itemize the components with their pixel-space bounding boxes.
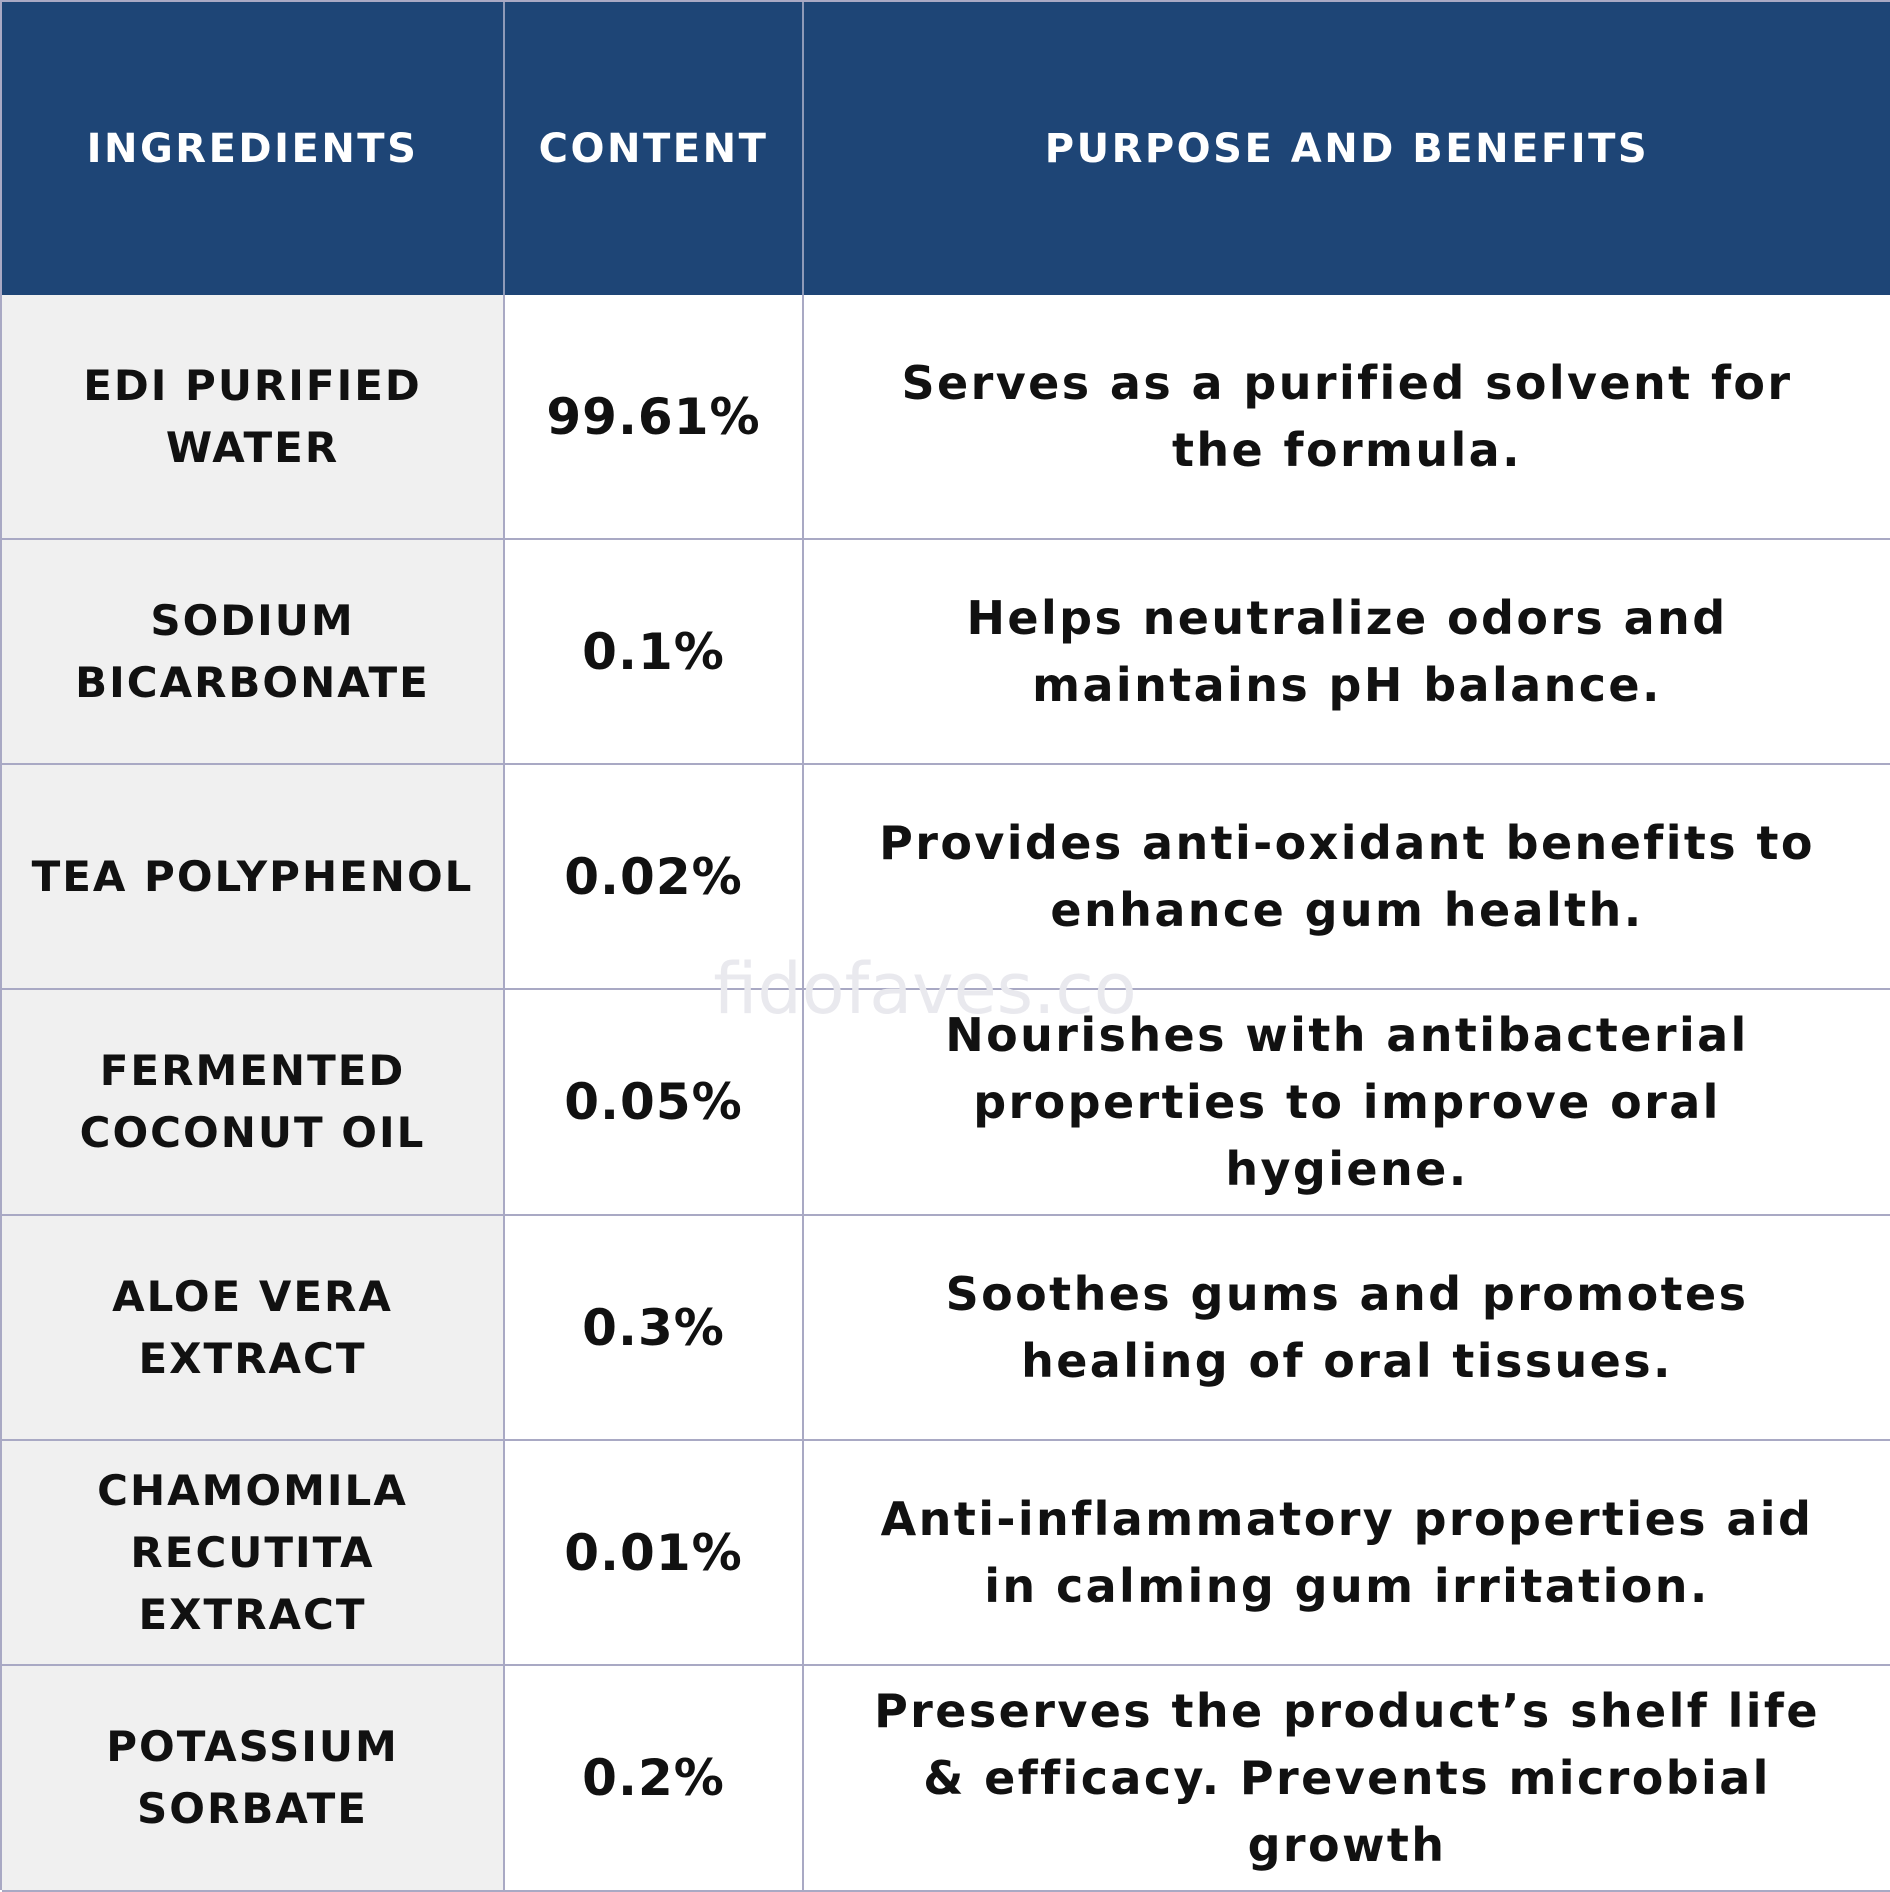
content-cell: 0.02% <box>505 765 804 990</box>
purpose-text: Nourishes with antibacterial properties to improve oral hygiene. <box>945 1007 1749 1196</box>
ingredient-cell: ALOE VERA EXTRACT <box>2 1216 505 1441</box>
purpose-cell <box>804 990 1890 1216</box>
content-cell: 0.1% <box>505 540 804 765</box>
purpose-text: Anti-inflammatory properties aid in calming gum irritation. <box>880 1491 1814 1613</box>
content-cell: 0.2% <box>505 1666 804 1892</box>
ingredient-cell: EDI PURIFIED WATER <box>2 295 505 540</box>
purpose-text: Serves as a purified solvent for the formula. <box>901 355 1793 477</box>
ingredient-cell: FERMENTED COCONUT OIL <box>2 990 505 1216</box>
ingredient-cell: POTASSIUM SORBATE <box>2 1666 505 1892</box>
content-cell: 0.01% <box>505 1441 804 1666</box>
purpose-cell <box>804 1441 1890 1666</box>
ingredient-cell: CHAMOMILA RECUTITA EXTRACT <box>2 1441 505 1666</box>
content-cell: 99.61% <box>505 295 804 540</box>
content-cell: 0.05% <box>505 990 804 1216</box>
purpose-cell <box>804 540 1890 765</box>
purpose-text: Helps neutralize odors and maintains pH balance. <box>966 590 1728 712</box>
purpose-text: Provides anti-oxidant benefits to enhance gum health. <box>879 815 1815 937</box>
purpose-cell <box>804 295 1890 540</box>
purpose-cell <box>804 1216 1890 1441</box>
purpose-text: Preserves the product’s shelf life & efficacy. Prevents microbial growth <box>874 1683 1820 1872</box>
header-content: CONTENT <box>505 2 804 295</box>
purpose-text: Soothes gums and promotes healing of oral tissues. <box>945 1266 1749 1388</box>
purpose-cell <box>804 765 1890 990</box>
header-purpose: PURPOSE AND BENEFITS <box>804 2 1890 295</box>
ingredient-cell: SODIUM BICARBONATE <box>2 540 505 765</box>
ingredient-cell: TEA POLYPHENOL <box>2 765 505 990</box>
content-cell: 0.3% <box>505 1216 804 1441</box>
watermark: fidofaves.co <box>713 948 1137 1030</box>
header-ingredients: INGREDIENTS <box>2 2 505 295</box>
purpose-cell <box>804 1666 1890 1892</box>
